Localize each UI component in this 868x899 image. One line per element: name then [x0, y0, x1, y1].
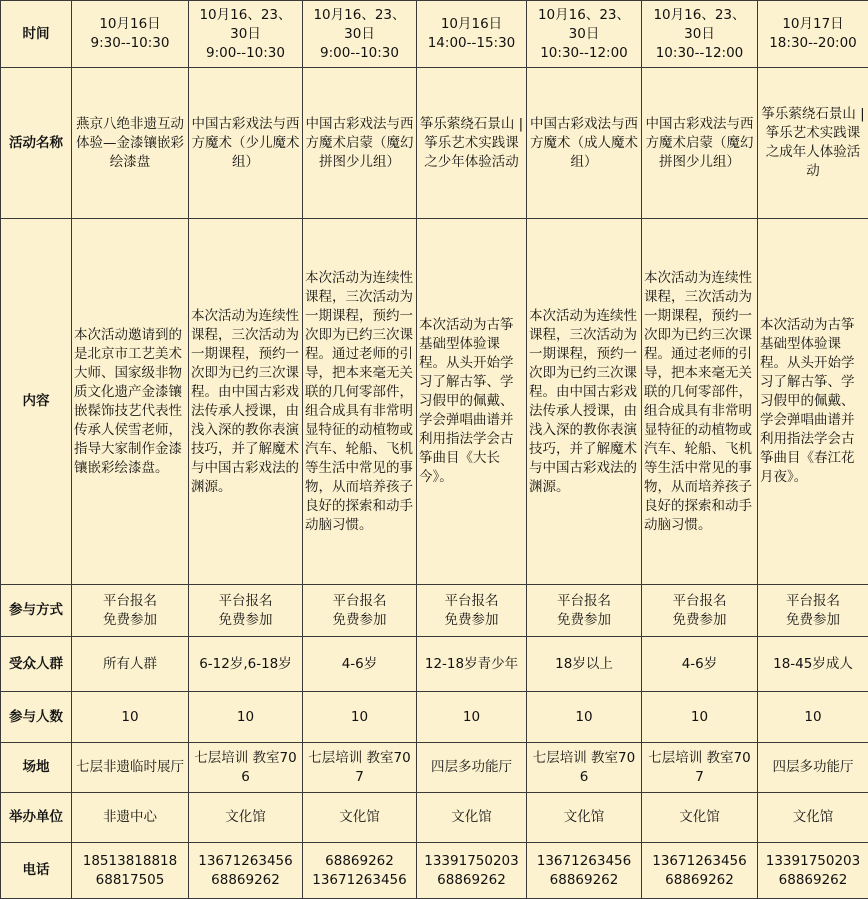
time-cell-2: 10月16、23、 30日 9:00--10:30 [189, 1, 303, 68]
header-venue: 场地 [1, 743, 72, 793]
row-content [1, 219, 868, 585]
time-cell-3: 10月16、23、 30日 9:00--10:30 [303, 1, 417, 68]
time-cell-7: 10月17日 18:30--20:00 [758, 1, 868, 68]
row-activity-name [1, 68, 868, 219]
method-cell-4: 平台报名 免费参加 [417, 585, 527, 637]
method-cell-6: 平台报名 免费参加 [642, 585, 758, 637]
activity-name-5: 中国古彩戏法与西方魔术（成人魔术组） [527, 68, 642, 219]
audience-cell-5: 18岁以上 [527, 637, 642, 692]
header-method: 参与方式 [1, 585, 72, 637]
header-time: 时间 [1, 1, 72, 68]
row-phone [1, 843, 868, 899]
content-cell-4: 本次活动为古筝基础型体验课程。从头开始学习了解古筝、学习假甲的佩戴、学会弹唱曲谱并利用指法学会古筝曲目《大长今》。 [417, 219, 527, 585]
organizer-cell-2: 文化馆 [189, 793, 303, 843]
time-cell-5: 10月16、23、 30日 10:30--12:00 [527, 1, 642, 68]
activity-name-1: 燕京八绝非遗互动体验—金漆镶嵌彩绘漆盘 [72, 68, 189, 219]
venue-cell-1: 七层非遗临时展厅 [72, 743, 189, 793]
header-count: 参与人数 [1, 692, 72, 743]
time-cell-4: 10月16日 14:00--15:30 [417, 1, 527, 68]
content-cell-5: 本次活动为连续性课程，三次活动为一期课程，预约一次即为已约三次课程。由中国古彩戏法传承人授课，由浅入深的教你表演技巧，并了解魔术与中国古彩戏法的渊源。 [527, 219, 642, 585]
method-cell-3: 平台报名 免费参加 [303, 585, 417, 637]
organizer-cell-4: 文化馆 [417, 793, 527, 843]
audience-cell-4: 12-18岁青少年 [417, 637, 527, 692]
audience-cell-1: 所有人群 [72, 637, 189, 692]
content-cell-1: 本次活动邀请到的是北京市工艺美术大师、国家级非物质文化遗产金漆镶嵌髹饰技艺代表性传承人侯雪老师，指导大家制作金漆镶嵌彩绘漆盘。 [72, 219, 189, 585]
content-cell-2: 本次活动为连续性课程，三次活动为一期课程，预约一次即为已约三次课程。由中国古彩戏法传承人授课，由浅入深的教你表演技巧，并了解魔术与中国古彩戏法的渊源。 [189, 219, 303, 585]
row-audience [1, 637, 868, 692]
activity-name-3: 中国古彩戏法与西方魔术启蒙（魔幻拼图少儿组） [303, 68, 417, 219]
content-cell-7: 本次活动为古筝基础型体验课程。从头开始学习了解古筝、学习假甲的佩戴、学会弹唱曲谱并利用指法学会古筝曲目《春江花月夜》。 [758, 219, 868, 585]
time-cell-6: 10月16、23、 30日 10:30--12:00 [642, 1, 758, 68]
phone-cell-4: 13391750203 68869262 [417, 843, 527, 899]
method-cell-7: 平台报名 免费参加 [758, 585, 868, 637]
audience-cell-7: 18-45岁成人 [758, 637, 868, 692]
phone-cell-5: 13671263456 68869262 [527, 843, 642, 899]
phone-cell-6: 13671263456 68869262 [642, 843, 758, 899]
activity-name-6: 中国古彩戏法与西方魔术启蒙（魔幻拼图少儿组） [642, 68, 758, 219]
content-cell-6: 本次活动为连续性课程，三次活动为一期课程，预约一次即为已约三次课程。通过老师的引导，把本来毫无关联的几何零部件，组合成具有非常明显特征的动植物或汽车、轮船、飞机等生活中常见的事物，从而培养孩子良好的探索和动手动脑习惯。 [642, 219, 758, 585]
organizer-cell-6: 文化馆 [642, 793, 758, 843]
venue-cell-3: 七层培训 教室707 [303, 743, 417, 793]
row-method [1, 585, 868, 637]
audience-cell-2: 6-12岁,6-18岁 [189, 637, 303, 692]
phone-cell-3: 68869262 13671263456 [303, 843, 417, 899]
activity-name-7: 筝乐萦绕石景山 | 筝乐艺术实践课之成年人体验活动 [758, 68, 868, 219]
count-cell-1: 10 [72, 692, 189, 743]
organizer-cell-5: 文化馆 [527, 793, 642, 843]
count-cell-7: 10 [758, 692, 868, 743]
count-cell-4: 10 [417, 692, 527, 743]
audience-cell-6: 4-6岁 [642, 637, 758, 692]
organizer-cell-3: 文化馆 [303, 793, 417, 843]
organizer-cell-1: 非遗中心 [72, 793, 189, 843]
venue-cell-6: 七层培训 教室707 [642, 743, 758, 793]
audience-cell-3: 4-6岁 [303, 637, 417, 692]
content-cell-3: 本次活动为连续性课程，三次活动为一期课程，预约一次即为已约三次课程。通过老师的引导，把本来毫无关联的几何零部件，组合成具有非常明显特征的动植物或汽车、轮船、飞机等生活中常见的事物，从而培养孩子良好的探索和动手动脑习惯。 [303, 219, 417, 585]
header-content: 内容 [1, 219, 72, 585]
venue-cell-2: 七层培训 教室706 [189, 743, 303, 793]
time-cell-1: 10月16日 9:30--10:30 [72, 1, 189, 68]
count-cell-6: 10 [642, 692, 758, 743]
header-phone: 电话 [1, 843, 72, 899]
count-cell-3: 10 [303, 692, 417, 743]
method-cell-1: 平台报名 免费参加 [72, 585, 189, 637]
count-cell-2: 10 [189, 692, 303, 743]
activity-name-2: 中国古彩戏法与西方魔术（少儿魔术组） [189, 68, 303, 219]
phone-cell-7: 13391750203 68869262 [758, 843, 868, 899]
header-activity: 活动名称 [1, 68, 72, 219]
header-organizer: 举办单位 [1, 793, 72, 843]
venue-cell-5: 七层培训 教室706 [527, 743, 642, 793]
phone-cell-1: 18513818818 68817505 [72, 843, 189, 899]
row-count [1, 692, 868, 743]
header-audience: 受众人群 [1, 637, 72, 692]
method-cell-5: 平台报名 免费参加 [527, 585, 642, 637]
method-cell-2: 平台报名 免费参加 [189, 585, 303, 637]
organizer-cell-7: 文化馆 [758, 793, 868, 843]
row-venue [1, 743, 868, 793]
row-organizer [1, 793, 868, 843]
count-cell-5: 10 [527, 692, 642, 743]
activity-name-4: 筝乐萦绕石景山 | 筝乐艺术实践课之少年体验活动 [417, 68, 527, 219]
phone-cell-2: 13671263456 68869262 [189, 843, 303, 899]
venue-cell-7: 四层多功能厅 [758, 743, 868, 793]
row-time [1, 1, 868, 68]
venue-cell-4: 四层多功能厅 [417, 743, 527, 793]
